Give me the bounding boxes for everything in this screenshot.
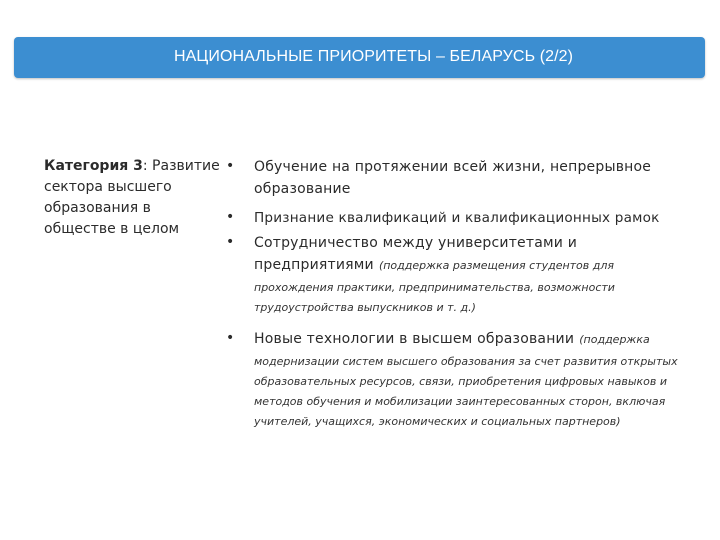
category-label: [44, 156, 226, 240]
bullet-text: Признание квалификаций и квалификационных рамок: [254, 210, 660, 226]
slide-title: НАЦИОНАЛЬНЫЕ ПРИОРИТЕТЫ – БЕЛАРУСЬ (2/2): [174, 48, 574, 65]
title-bar: [14, 37, 705, 78]
bullet-item-lifelong-learning: [226, 156, 686, 200]
bullet-note: (поддержка размещения студентов для прохождения практики, предпринимательства, возможности трудоустройства выпускников и т. д.): [254, 259, 615, 314]
bullet-note: (поддержка модернизации систем высшего образования за счет развития открытых образовательных ресурсов, связи, приобретения цифровых навыков и методов обучения и мобилизации заинтересованных сторон, включая учителей, учащихся, экономических и социальных партнеров): [254, 333, 678, 428]
bullet-list: [226, 156, 686, 437]
bullet-item-cooperation: [226, 232, 686, 316]
category-number: Категория 3: [44, 158, 143, 174]
bullet-text: Сотрудничество между университетами и предприятиями: [254, 235, 578, 273]
bullet-item-qualifications: [226, 207, 686, 229]
bullet-marker: •: [226, 158, 235, 174]
bullet-marker: •: [226, 330, 235, 346]
bullet-item-new-technologies: [226, 328, 686, 430]
bullet-text: Новые технологии в высшем образовании: [254, 331, 575, 347]
bullet-marker: •: [226, 209, 235, 225]
bullet-marker: •: [226, 234, 235, 250]
category-text: : Развитие сектора высшего образования в обществе в целом: [44, 158, 220, 237]
bullet-text: Обучение на протяжении всей жизни, непрерывное образование: [254, 159, 652, 197]
